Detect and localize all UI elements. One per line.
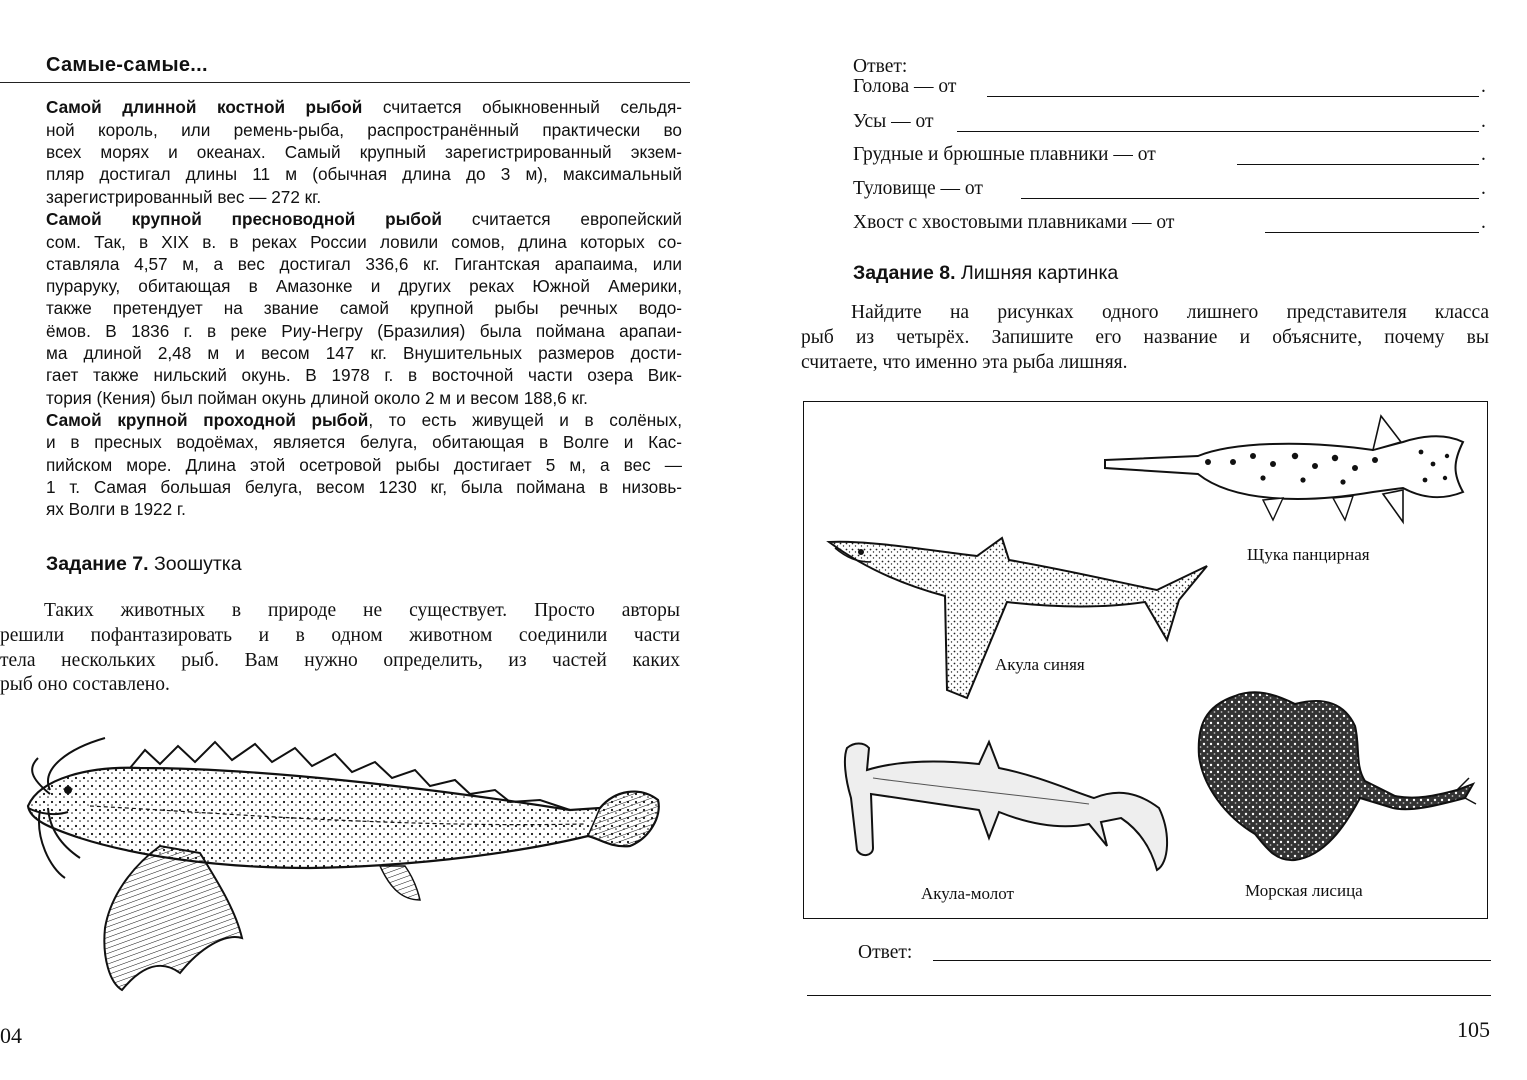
chimera-fish-illustration <box>10 728 670 998</box>
superlative-text: всех морях и океанах. Самый крупный зарегистрированный экзем- <box>46 142 682 162</box>
superlative-highlight: Самой крупной пресноводной рыбой <box>46 209 442 229</box>
task8-line: рыб из четырёх. Запишите его название и объясните, почему вы <box>801 327 1489 348</box>
page-number-right: 105 <box>1457 1017 1490 1042</box>
ray-label: Морская лисица <box>1245 881 1363 900</box>
task7-name: Зоошутка <box>148 553 242 575</box>
superlative-text: ной король, или ремень-рыба, распространённый практически во <box>46 120 682 140</box>
task8-title <box>853 262 1118 285</box>
superlatives-line <box>46 431 682 453</box>
superlative-text: пийском море. Длина этой осетровой рыбы достигает 5 м, а вес — <box>46 455 682 475</box>
superlative-text: сом. Так, в XIX в. в реках России ловили сомов, длина которых со- <box>46 232 682 252</box>
task8-label: Задание 8. <box>853 262 956 284</box>
superlatives-line <box>46 275 682 297</box>
left-page <box>0 0 763 1080</box>
superlative-highlight: Самой крупной проходной рыбой <box>46 410 369 430</box>
answer-row-line[interactable] <box>1237 164 1479 165</box>
superlatives-line <box>46 364 682 386</box>
answer-row-label: Усы — от <box>853 111 934 132</box>
superlatives-line <box>46 96 682 118</box>
superlatives-line <box>46 231 682 253</box>
task8-line: считаете, что именно эта рыба лишняя. <box>801 352 1128 373</box>
answer-row-line[interactable] <box>1265 232 1479 233</box>
superlative-text: гает также нильский окунь. В 1978 г. в восточной части озера Вик- <box>46 365 682 385</box>
blue-shark-label: Акула синяя <box>995 655 1085 674</box>
answer-row-line[interactable] <box>957 131 1479 132</box>
gar-fish-illustration <box>1103 412 1468 527</box>
answer-row-end: . <box>1481 144 1486 165</box>
superlatives-line <box>46 387 682 409</box>
superlative-text: ях Волги в 1922 г. <box>46 499 186 519</box>
answer-line-1[interactable] <box>933 960 1491 961</box>
superlatives-line <box>46 208 682 230</box>
superlative-text: тория (Кения) был пойман окунь длиной около 2 м и весом 188,6 кг. <box>46 388 588 408</box>
task8-line: Найдите на рисунках одного лишнего представителя класса <box>851 302 1489 323</box>
superlatives-line <box>46 342 682 364</box>
task8-name: Лишняя картинка <box>955 262 1119 284</box>
task7-line: тела нескольких рыб. Вам нужно определить, из частей каких <box>0 650 680 671</box>
task8-answer-label: Ответ: <box>858 942 913 963</box>
superlative-text: считается европейский <box>441 209 683 229</box>
hammerhead-illustration <box>839 738 1169 870</box>
superlatives-line <box>46 320 682 342</box>
superlative-text: пляр достигал длины 11 м (обычная длина до 3 м), максимальный <box>46 164 682 184</box>
superlative-text: пураруку, обитающая в Амазонке и других реках Южной Америки, <box>46 276 682 296</box>
superlative-text: считается обыкновенный сельдя- <box>362 97 682 117</box>
answer-row-end: . <box>1481 111 1486 132</box>
superlative-text: зарегистрированный вес — 272 кг. <box>46 187 322 207</box>
answer-row-end: . <box>1481 212 1486 233</box>
section-title: Самые-самые... <box>46 54 208 76</box>
page-number-left: 04 <box>0 1023 22 1048</box>
task7-line: рыб оно составлено. <box>0 674 170 695</box>
task7-line: решили пофантазировать и в одном животном соединили части <box>0 625 680 646</box>
superlatives-line <box>46 498 682 520</box>
superlative-text: ма длиной 2,48 м и весом 147 кг. Внушительных размеров дости- <box>46 343 682 363</box>
superlatives-line <box>46 253 682 275</box>
hammerhead-label: Акула-молот <box>921 884 1014 903</box>
task7-title <box>46 553 242 576</box>
superlative-text: 1 т. Самая большая белуга, весом 1230 кг, была поймана в низовь- <box>46 477 682 497</box>
gar-label: Щука панцирная <box>1247 545 1370 564</box>
superlatives-line <box>46 409 682 431</box>
superlative-highlight: Самой длинной костной рыбой <box>46 97 363 117</box>
superlatives-line <box>46 454 682 476</box>
superlatives-line <box>46 141 682 163</box>
answer-row-line[interactable] <box>1021 198 1479 199</box>
superlative-text: также претендует на звание самой крупной рыбы речных водо- <box>46 298 682 318</box>
answer-row-label: Грудные и брюшные плавники — от <box>853 144 1156 165</box>
answer-row-label: Хвост с хвостовыми плавниками — от <box>853 212 1175 233</box>
answer-line-2[interactable] <box>807 995 1491 996</box>
right-page <box>763 0 1527 1080</box>
title-rule <box>0 82 690 83</box>
answer-row-label: Туловище — от <box>853 178 983 199</box>
superlative-text: и в пресных водоёмах, является белуга, обитающая в Волге и Кас- <box>46 432 682 452</box>
answer-row-end: . <box>1481 76 1486 97</box>
answer-row-end: . <box>1481 178 1486 199</box>
superlative-text: ставляла 4,57 м, а вес достигал 336,6 кг. Гигантская арапаима, или <box>46 254 682 274</box>
answer-heading: Ответ: <box>853 56 908 77</box>
superlative-text: ёмов. В 1836 г. в реке Риу-Негру (Бразилия) была поймана арапаи- <box>46 321 682 341</box>
superlatives-line <box>46 119 682 141</box>
superlatives-line <box>46 186 682 208</box>
ray-illustration <box>1195 686 1477 866</box>
task7-line: Таких животных в природе не существует. Просто авторы <box>44 600 680 621</box>
superlatives-line <box>46 297 682 319</box>
superlatives-line <box>46 163 682 185</box>
answer-row-label: Голова — от <box>853 76 957 97</box>
task7-label: Задание 7. <box>46 553 149 575</box>
superlatives-line <box>46 476 682 498</box>
answer-row-line[interactable] <box>987 96 1479 97</box>
superlative-text: , то есть живущей и в солёных, <box>368 410 682 430</box>
